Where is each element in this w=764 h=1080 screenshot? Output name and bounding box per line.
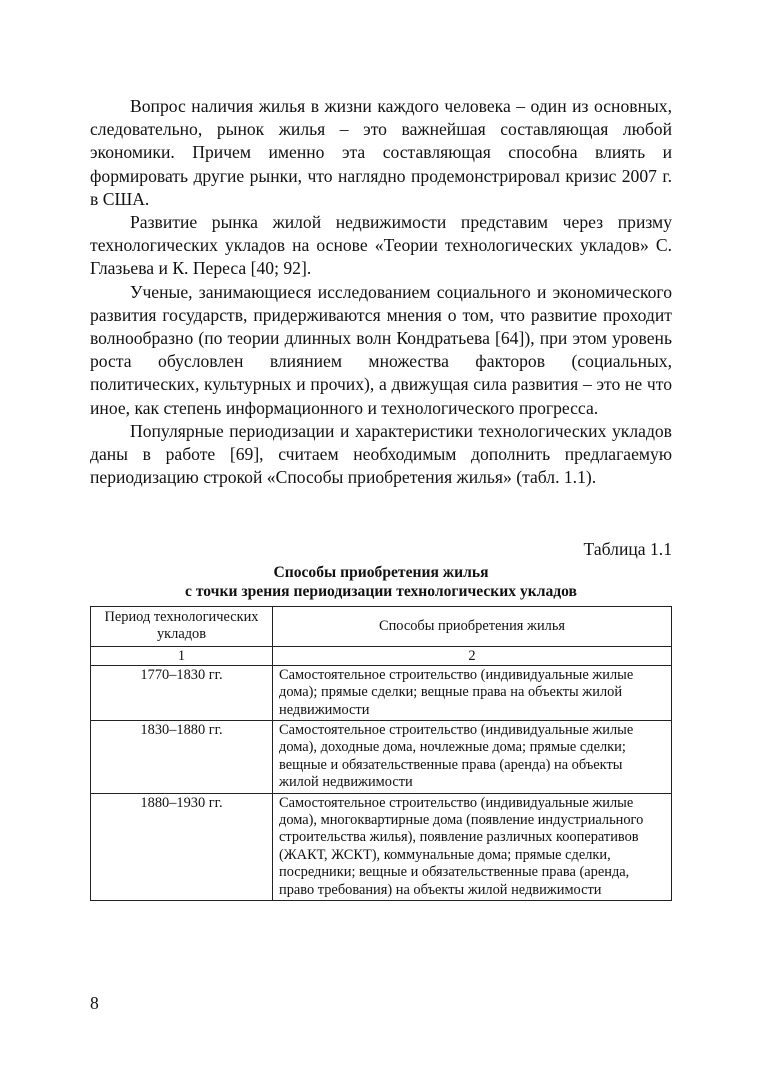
methods-cell: Самостоятельное строительство (индивидуальные жилые дома); прямые сделки; вещные права на объекты жилой недвижимости	[273, 665, 672, 720]
paragraph-4: Популярные периодизации и характеристики технологических укладов даны в работе [69], считаем необходимым дополнить предлагаемую периодизацию строкой «Способы приобретения жилья» (табл. 1.1).	[90, 420, 672, 488]
paragraph-1: Вопрос наличия жилья в жизни каждого человека – один из основных, следовательно, рынок жилья – это важнейшая составляющая любой экономики. Причем именно эта составляющая способна влиять и формировать другие рынки, что наглядно продемонстрировал кризис 2007 г. в США.	[90, 96, 672, 209]
table-header-row	[91, 607, 672, 647]
header-methods: Способы приобретения жилья	[273, 607, 672, 647]
period-cell: 1880–1930 гг.	[91, 793, 273, 900]
column-number-1: 1	[91, 646, 273, 665]
housing-methods-table	[90, 606, 672, 901]
methods-cell: Самостоятельное строительство (индивидуальные жилые дома), доходные дома, ночлежные дома; прямые сделки; вещные и обязательственные права (аренда) на объекты жилой недвижимости	[273, 721, 672, 794]
header-period: Период технологических укладов	[91, 607, 273, 647]
column-number-2: 2	[273, 646, 672, 665]
methods-cell: Самостоятельное строительство (индивидуальные жилые дома), многоквартирные дома (появление индустриального строительства жилья), появление различных кооперативов (ЖАКТ, ЖСКТ), коммунальные дома; прямые сделки, посредники; вещные и обязательственные права (аренда, право требования) на объекты жилой недвижимости	[273, 793, 672, 900]
paragraph-3: Ученые, занимающиеся исследованием социального и экономического развития государств, придерживаются мнения о том, что развитие проходит волнообразно (по теории длинных волн Кондратьева [64]), при этом уровень роста обусловлен влиянием множества факторов (социальных, политических, культурных и прочих), а движущая сила развития – это не что иное, как степень информационного и технологического прогресса.	[90, 281, 672, 418]
table-title-line-2: с точки зрения периодизации технологических укладов	[185, 583, 577, 600]
period-cell: 1830–1880 гг.	[91, 721, 273, 794]
column-number-row	[91, 646, 672, 665]
table-title	[90, 563, 672, 601]
table-label: Таблица 1.1	[583, 539, 672, 559]
table-row	[91, 721, 672, 794]
table-row	[91, 793, 672, 900]
page-number: 8	[90, 993, 99, 1013]
table-title-line-1: Способы приобретения жилья	[273, 564, 489, 581]
table-row	[91, 665, 672, 720]
body-text	[90, 95, 672, 489]
paragraph-2: Развитие рынка жилой недвижимости представим через призму технологических укладов на основе «Теории технологических укладов» С. Глазьева и К. Переса [40; 92].	[90, 212, 672, 279]
period-cell: 1770–1830 гг.	[91, 665, 273, 720]
